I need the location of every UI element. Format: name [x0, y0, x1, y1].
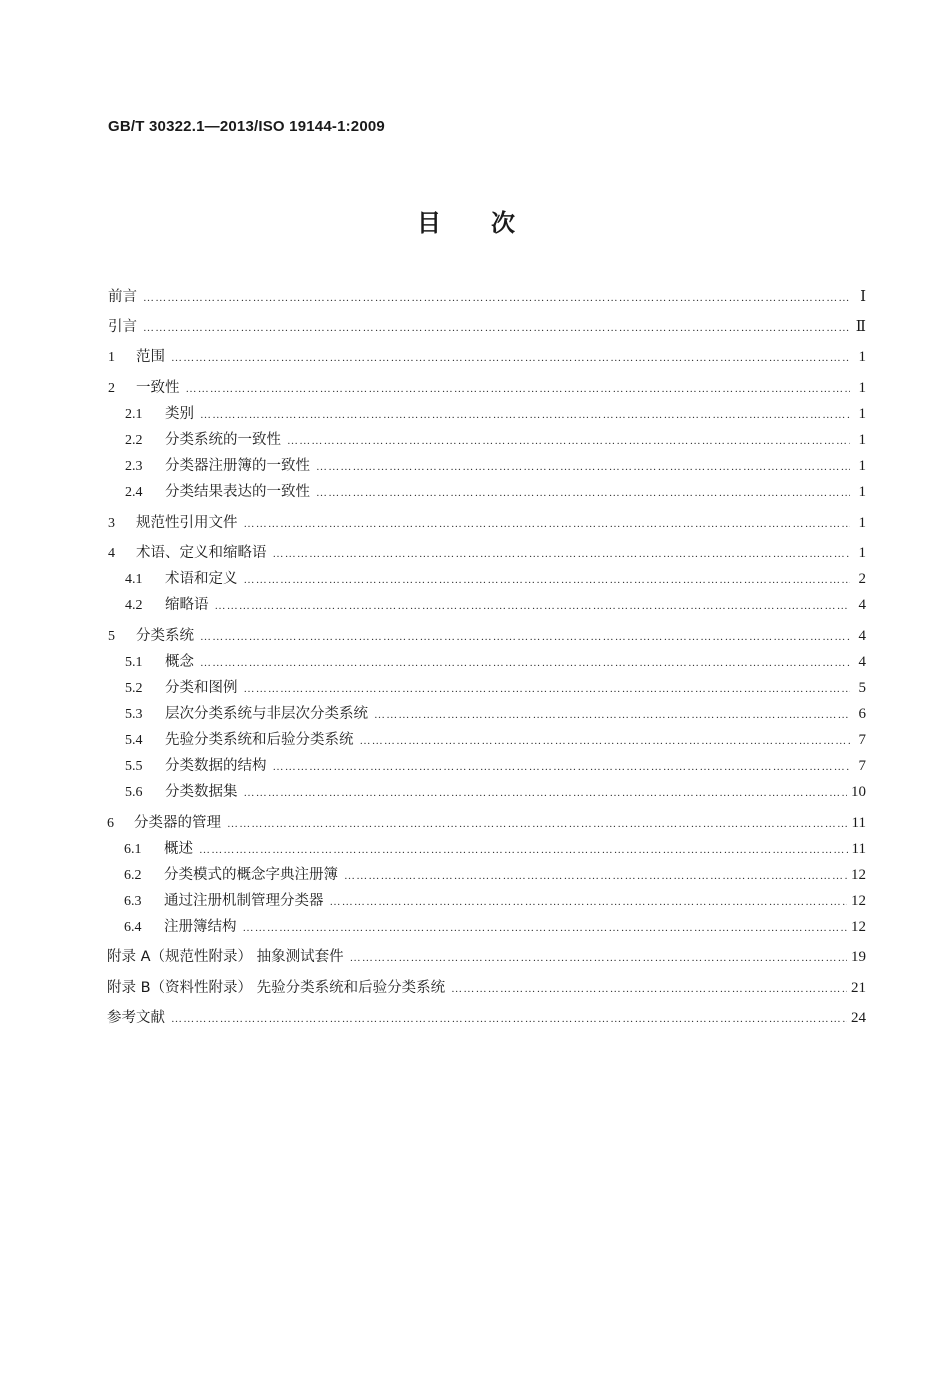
toc-entry-label: 6.3 通过注册机制管理分类器: [124, 893, 324, 909]
toc-entry-page: 12: [851, 919, 866, 935]
dot-leader: [360, 731, 851, 751]
toc-entry[interactable]: [125, 404, 866, 424]
toc-entry[interactable]: [125, 678, 866, 698]
dot-leader: [171, 1009, 847, 1029]
dot-leader: [344, 866, 847, 886]
toc-entry-page: 1: [858, 458, 866, 474]
dot-leader: [273, 544, 851, 564]
toc-entry-label: 2.3 分类器注册簿的一致性: [125, 458, 310, 474]
toc-entry[interactable]: [125, 704, 866, 724]
toc-entry-label: 附录 A（规范性附录） 抽象测试套件: [107, 949, 344, 965]
toc-entry[interactable]: [125, 482, 866, 502]
toc-entry[interactable]: [124, 917, 866, 937]
toc-entry-label: 4 术语、定义和缩略语: [108, 545, 267, 561]
dot-leader: [227, 814, 848, 834]
toc-entry[interactable]: [108, 513, 866, 533]
toc-entry-page: 19: [851, 949, 866, 965]
toc-entry-page: 7: [858, 732, 866, 748]
toc-entry[interactable]: [108, 317, 866, 337]
toc-entry[interactable]: [125, 595, 866, 615]
dot-leader: [244, 514, 851, 534]
toc-entry-page: 24: [851, 1010, 866, 1026]
toc-entry[interactable]: [107, 947, 866, 967]
toc-entry-page: 11: [851, 841, 866, 857]
toc-entry[interactable]: [125, 569, 866, 589]
dot-leader: [374, 705, 850, 725]
toc-entry-label: 6.2 分类模式的概念字典注册簿: [124, 867, 338, 883]
toc-entry-page: Ⅱ: [855, 319, 866, 335]
toc-entry-page: 1: [858, 432, 866, 448]
dot-leader: [316, 483, 850, 503]
toc-entry-label: 5.6 分类数据集: [125, 784, 238, 800]
dot-leader: [243, 918, 848, 938]
dot-leader: [215, 596, 851, 616]
toc-entry-page: 6: [858, 706, 866, 722]
toc-entry-page: 4: [858, 654, 866, 670]
dot-leader: [350, 948, 847, 968]
dot-leader: [143, 318, 850, 338]
toc-entry-page: 2: [858, 571, 866, 587]
toc-entry-label: 5.3 层次分类系统与非层次分类系统: [125, 706, 368, 722]
dot-leader: [186, 379, 851, 399]
toc-entry-label: 5.4 先验分类系统和后验分类系统: [125, 732, 354, 748]
toc-entry-page: 4: [858, 597, 866, 613]
toc-entry[interactable]: [108, 378, 866, 398]
toc-entry[interactable]: [107, 978, 866, 998]
toc-entry-page: 1: [858, 380, 866, 396]
toc-entry-page: 12: [851, 893, 866, 909]
toc-entry[interactable]: [107, 1008, 866, 1028]
dot-leader: [273, 757, 851, 777]
toc-entry-label: 4.2 缩略语: [125, 597, 209, 613]
toc-entry-label: 1 范围: [108, 349, 165, 365]
toc-entry-label: 2.2 分类系统的一致性: [125, 432, 281, 448]
toc-entry[interactable]: [125, 730, 866, 750]
standard-code: GB/T 30322.1—2013/ISO 19144-1:2009: [108, 118, 385, 135]
toc-entry-page: 1: [858, 406, 866, 422]
toc-entry[interactable]: [125, 756, 866, 776]
toc-entry-page: 1: [858, 349, 866, 365]
toc-entry[interactable]: [108, 287, 866, 307]
toc-entry[interactable]: [124, 839, 866, 859]
toc-entry-label: 6.1 概述: [124, 841, 193, 857]
dot-leader: [199, 840, 848, 860]
dot-leader: [451, 979, 847, 999]
dot-leader: [330, 892, 848, 912]
toc-entry[interactable]: [108, 543, 866, 563]
dot-leader: [244, 679, 851, 699]
toc-entry-page: 7: [858, 758, 866, 774]
toc-entry-page: 11: [851, 815, 866, 831]
toc-entry-label: 6.4 注册簿结构: [124, 919, 237, 935]
toc-entry[interactable]: [108, 626, 866, 646]
toc-entry-page: 10: [851, 784, 866, 800]
page-title: 目次: [417, 209, 565, 237]
toc-entry-label: 4.1 术语和定义: [125, 571, 238, 587]
toc-entry-label: 附录 B（资料性附录） 先验分类系统和后验分类系统: [107, 980, 446, 996]
toc-entry[interactable]: [125, 430, 866, 450]
toc-entry-label: 5 分类系统: [108, 628, 194, 644]
toc-entry-page: 4: [858, 628, 866, 644]
toc-entry-page: Ⅰ: [860, 289, 866, 305]
toc-entry-page: 5: [858, 680, 866, 696]
toc-entry-label: 5.1 概念: [125, 654, 194, 670]
toc-entry-label: 2 一致性: [108, 380, 180, 396]
dot-leader: [143, 288, 850, 308]
toc-entry-page: 1: [858, 515, 866, 531]
toc-entry-label: 6 分类器的管理: [107, 815, 221, 831]
toc-entry-label: 2.1 类别: [125, 406, 194, 422]
toc-entry-page: 21: [851, 980, 866, 996]
toc-entry-label: 5.2 分类和图例: [125, 680, 238, 696]
toc-entry-page: 12: [851, 867, 866, 883]
dot-leader: [316, 457, 850, 477]
toc-entry[interactable]: [125, 456, 866, 476]
toc-entry-label: 参考文献: [107, 1010, 165, 1026]
dot-leader: [244, 570, 851, 590]
dot-leader: [200, 653, 850, 673]
toc-entry[interactable]: [125, 782, 866, 802]
toc-entry-page: 1: [858, 484, 866, 500]
toc-entry-label: 引言: [108, 319, 137, 335]
toc-entry-label: 5.5 分类数据的结构: [125, 758, 267, 774]
toc-entry[interactable]: [107, 813, 866, 833]
toc-entry-label: 2.4 分类结果表达的一致性: [125, 484, 310, 500]
dot-leader: [287, 431, 850, 451]
dot-leader: [171, 348, 850, 368]
toc-entry-label: 3 规范性引用文件: [108, 515, 238, 531]
dot-leader: [244, 783, 848, 803]
toc-entry[interactable]: [124, 865, 866, 885]
toc-entry[interactable]: [124, 891, 866, 911]
toc-entry-label: 前言: [108, 289, 137, 305]
toc-entry[interactable]: [108, 347, 866, 367]
toc-entry-page: 1: [858, 545, 866, 561]
dot-leader: [200, 405, 850, 425]
toc-entry[interactable]: [125, 652, 866, 672]
dot-leader: [200, 627, 850, 647]
